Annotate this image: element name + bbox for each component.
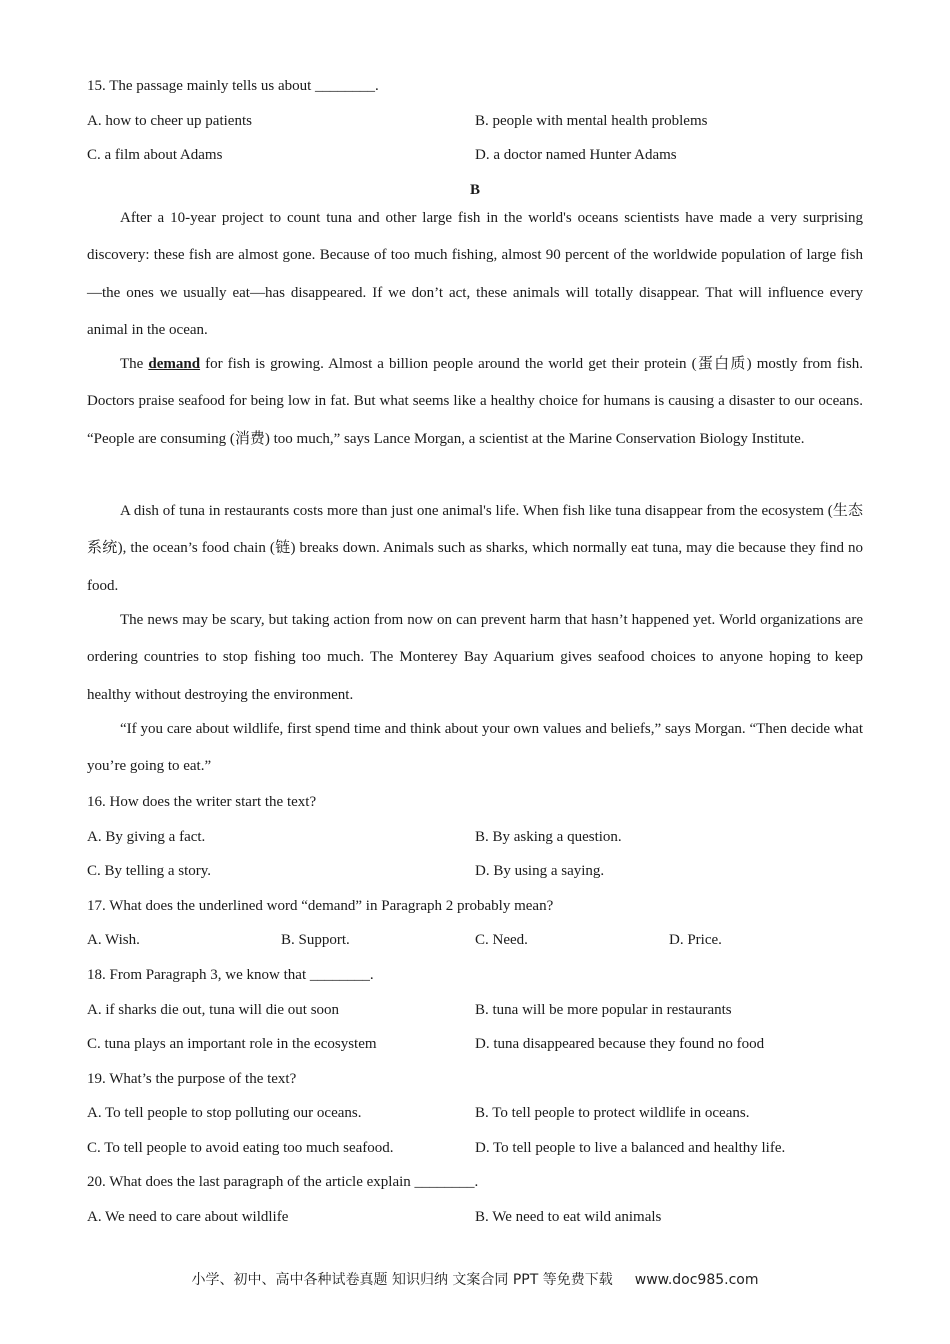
passage-paragraph-1: After a 10-year project to count tuna and other large fish in the world's oceans scientists have made a very surprising discovery: these fish are almost gone. Because of too much fishing, almost 90 percent of the worldwide population of large fish—the ones we usually eat—has disappeared. If we don’t act, these animals will totally disappear. That will influence every animal in the ocean. [87, 210, 863, 339]
option-19-b: B. To tell people to protect wildlife in oceans. [475, 1105, 750, 1121]
footer-url: www.doc985.com [634, 1272, 759, 1288]
options-16-row-2 [87, 861, 863, 881]
option-19-c: C. To tell people to avoid eating too much seafood. [87, 1140, 394, 1156]
option-18-b: B. tuna will be more popular in restaurants [475, 1002, 732, 1018]
option-20-b: B. We need to eat wild animals [475, 1209, 662, 1225]
option-19-a: A. To tell people to stop polluting our oceans. [87, 1105, 362, 1121]
passage-paragraph-4: The news may be scary, but taking action from now on can prevent harm that hasn’t happened yet. World organizations are ordering countries to stop fishing too much. The Monterey Bay Aquarium gives seafood choices to anyone hoping to keep healthy without destroying the environment. [87, 612, 863, 703]
paragraph-2-lead: The [120, 356, 149, 372]
passage-paragraph-5: “If you care about wildlife, first spend time and think about your own values and beliefs,” says Morgan. “Then decide what you’re going to eat.” [87, 721, 863, 775]
option-16-d: D. By using a saying. [475, 863, 605, 879]
options-15-row-2 [87, 145, 863, 165]
options-19-row-1 [87, 1103, 863, 1123]
question-18: 18. From Paragraph 3, we know that ________. [87, 967, 374, 983]
option-15-b: B. people with mental health problems [475, 113, 708, 129]
question-16: 16. How does the writer start the text? [87, 794, 317, 810]
options-15-row-1 [87, 111, 863, 131]
option-18-c: C. tuna plays an important role in the ecosystem [87, 1036, 377, 1052]
option-16-a: A. By giving a fact. [87, 829, 206, 845]
option-18-a: A. if sharks die out, tuna will die out soon [87, 1002, 340, 1018]
option-17-a: A. Wish. [87, 932, 140, 948]
option-15-a: A. how to cheer up patients [87, 113, 252, 129]
paragraph-2-rest: for fish is growing. Almost a billion people around the world get their protein (蛋白质) mostly from fish. Doctors praise seafood for being low in fat. But what seems like a healthy choice for humans is causing a disaster to our oceans. “People are consuming (消费) too much,” says Lance Morgan, a scientist at the Marine Conservation Biology Institute. [87, 356, 863, 447]
footer-text: 小学、初中、高中各种试卷真题 知识归纳 文案合同 PPT 等免费下载 [191, 1272, 613, 1288]
page-footer [0, 1270, 950, 1290]
option-17-b: B. Support. [281, 932, 350, 948]
option-16-b: B. By asking a question. [475, 829, 622, 845]
option-15-d: D. a doctor named Hunter Adams [475, 147, 677, 163]
options-19-row-2 [87, 1138, 863, 1158]
options-18-row-1 [87, 1000, 863, 1020]
passage-paragraph-3: A dish of tuna in restaurants costs more than just one animal's life. When fish like tuna disappear from the ecosystem (生态系统), the ocean’s food chain (链) breaks down. Animals such as sharks, which normally eat tuna, may die because they find no food. [87, 503, 863, 594]
option-16-c: C. By telling a story. [87, 863, 212, 879]
option-18-d: D. tuna disappeared because they found no food [475, 1036, 765, 1052]
option-17-c: C. Need. [475, 932, 528, 948]
options-20-row-1 [87, 1207, 863, 1227]
question-17: 17. What does the underlined word “demand” in Paragraph 2 probably mean? [87, 898, 554, 914]
question-20: 20. What does the last paragraph of the article explain ________. [87, 1174, 479, 1190]
underlined-word-demand: demand [148, 356, 201, 372]
question-19: 19. What’s the purpose of the text? [87, 1071, 297, 1087]
passage-paragraph-2 [87, 346, 863, 458]
option-15-c: C. a film about Adams [87, 147, 223, 163]
options-16-row-1 [87, 827, 863, 847]
option-17-d: D. Price. [669, 932, 722, 948]
options-18-row-2 [87, 1034, 863, 1054]
option-19-d: D. To tell people to live a balanced and healthy life. [475, 1140, 786, 1156]
section-title: B [469, 182, 480, 198]
options-17-row [87, 930, 863, 950]
question-15: 15. The passage mainly tells us about ________. [87, 78, 379, 94]
option-20-a: A. We need to care about wildlife [87, 1209, 289, 1225]
